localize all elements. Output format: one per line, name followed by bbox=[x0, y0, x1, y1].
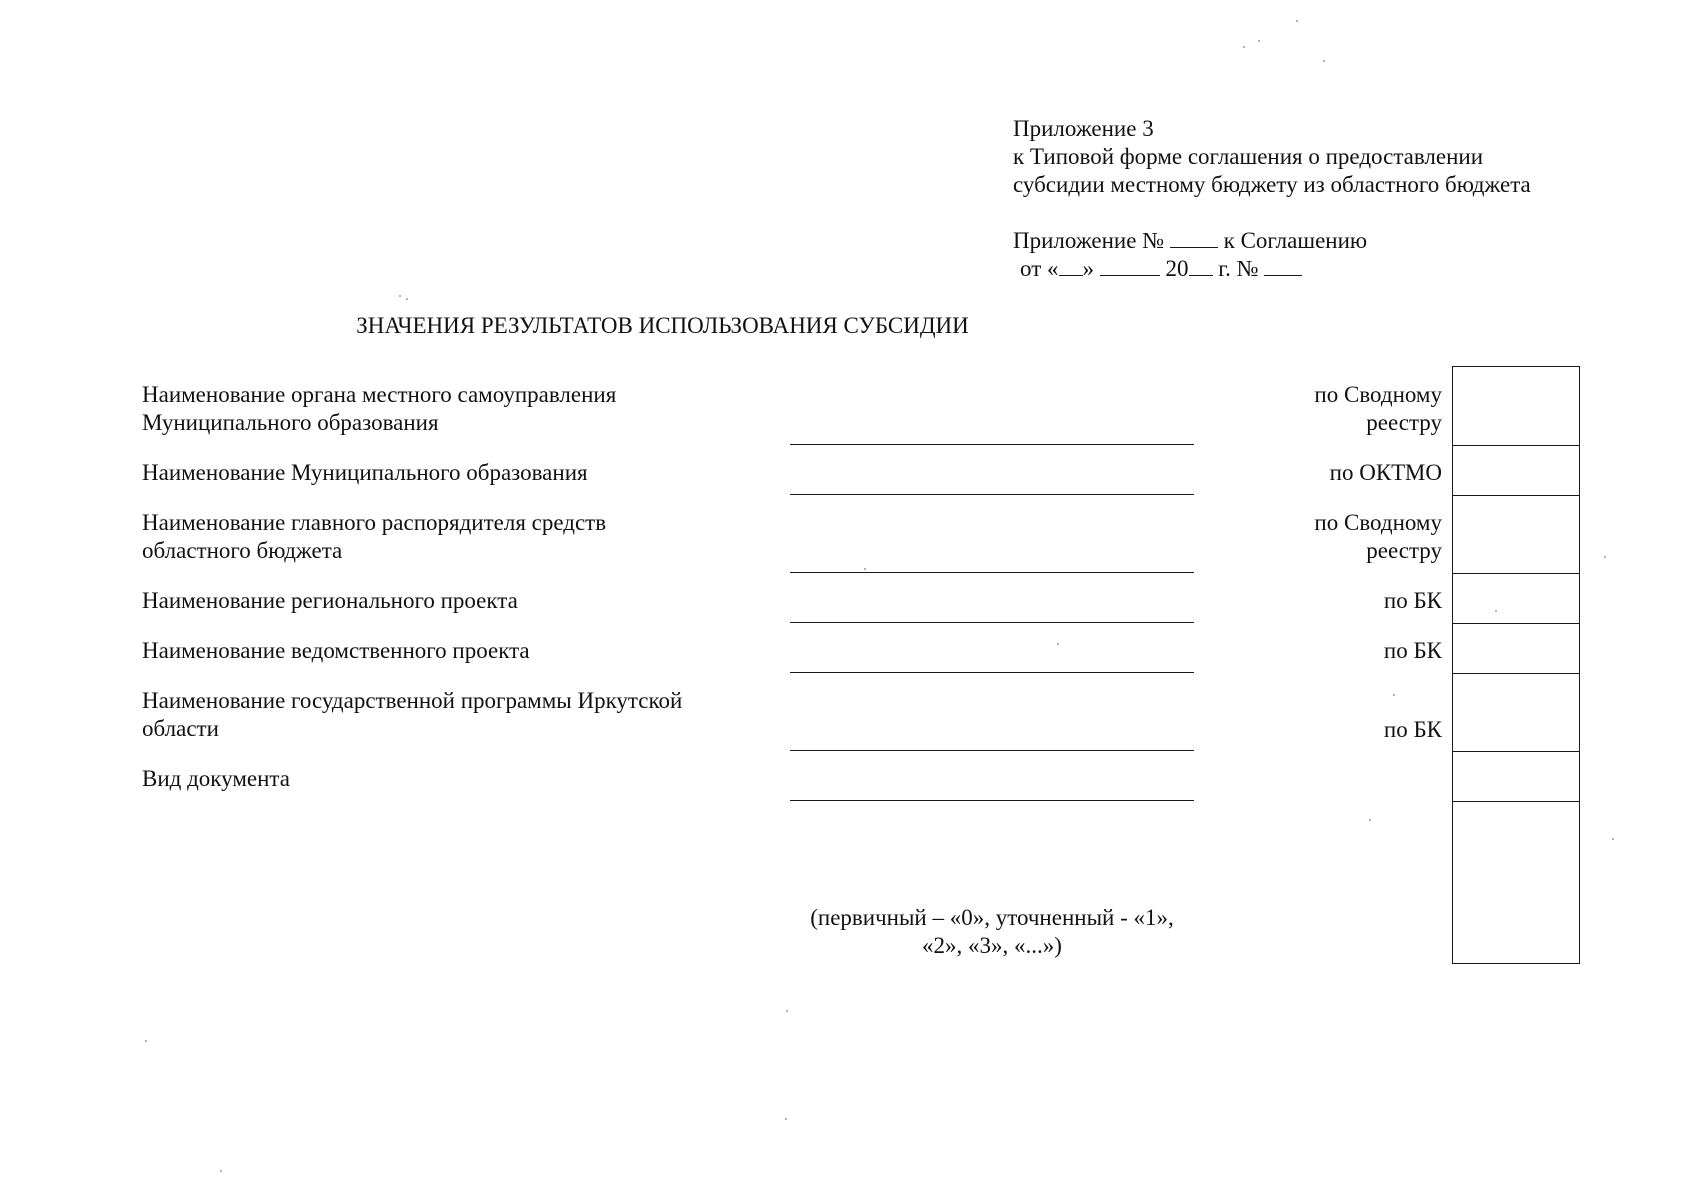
date-quote-close: » bbox=[1082, 256, 1094, 281]
row-label-municipality: Наименование Муниципального образования bbox=[142, 460, 588, 485]
agreement-number-blank[interactable] bbox=[1264, 255, 1302, 276]
fill-line-local-government-body[interactable] bbox=[790, 444, 1194, 445]
scan-speck bbox=[1296, 20, 1298, 22]
scan-speck bbox=[1243, 46, 1245, 48]
document-type-note: «2», «3», «...») bbox=[922, 933, 1062, 958]
scan-speck bbox=[406, 298, 408, 300]
agreement-appendix-number-blank[interactable] bbox=[1170, 227, 1218, 248]
date-from-label: от « bbox=[1020, 256, 1059, 281]
date-year-blank[interactable] bbox=[1189, 255, 1213, 276]
row-label-local-government-body: Муниципального образования bbox=[142, 410, 439, 435]
row-label-state-program: области bbox=[142, 716, 219, 741]
agreement-appendix-prefix: Приложение № bbox=[1013, 228, 1165, 253]
document-type-note: (первичный – «0», уточненный - «1», bbox=[810, 905, 1174, 930]
row-label-main-budget-manager: Наименование главного распорядителя средств bbox=[142, 510, 607, 535]
code-label-budget-classification: по БК bbox=[1383, 717, 1442, 742]
code-cell-divider bbox=[1453, 751, 1579, 752]
fill-line-regional-project[interactable] bbox=[790, 622, 1194, 623]
code-label-budget-classification: по БК bbox=[1383, 588, 1442, 613]
code-label-consolidated-register: реестру bbox=[1366, 538, 1442, 563]
code-cell-divider bbox=[1453, 445, 1579, 446]
appendix-reference-line: субсидии местному бюджету из областного бюджета bbox=[1013, 172, 1531, 197]
date-day-blank[interactable] bbox=[1059, 255, 1083, 276]
document-title: ЗНАЧЕНИЯ РЕЗУЛЬТАТОВ ИСПОЛЬЗОВАНИЯ СУБСИДИИ bbox=[356, 313, 969, 338]
scan-speck bbox=[864, 568, 866, 570]
code-label-consolidated-register: по Сводному bbox=[1314, 382, 1442, 407]
scan-speck bbox=[1258, 40, 1260, 42]
code-cell-divider bbox=[1453, 673, 1579, 674]
scan-speck bbox=[1369, 819, 1371, 821]
row-label-local-government-body: Наименование органа местного самоуправления bbox=[142, 382, 617, 407]
row-label-document-type: Вид документа bbox=[142, 766, 290, 791]
code-cell-divider bbox=[1453, 801, 1579, 802]
fill-line-document-type[interactable] bbox=[790, 800, 1194, 801]
row-label-departmental-project: Наименование ведомственного проекта bbox=[142, 638, 530, 663]
code-cell-divider bbox=[1453, 573, 1579, 574]
date-year-prefix: 20 bbox=[1165, 256, 1189, 281]
codes-column-box bbox=[1452, 366, 1580, 964]
scan-speck bbox=[1495, 610, 1497, 612]
fill-line-state-program[interactable] bbox=[790, 750, 1194, 751]
scan-speck bbox=[1393, 694, 1395, 696]
row-label-regional-project: Наименование регионального проекта bbox=[142, 588, 518, 613]
scan-speck bbox=[1612, 838, 1614, 840]
scan-speck bbox=[785, 1118, 787, 1120]
scan-speck bbox=[1604, 556, 1606, 558]
scan-speck bbox=[145, 1040, 147, 1042]
scan-speck bbox=[1057, 643, 1059, 645]
agreement-date-line bbox=[1020, 255, 1302, 283]
code-cell-divider bbox=[1453, 623, 1579, 624]
code-cell-divider bbox=[1453, 495, 1579, 496]
agreement-appendix-suffix: к Соглашению bbox=[1223, 228, 1368, 253]
code-label-oktmo: по ОКТМО bbox=[1329, 460, 1442, 485]
fill-line-main-budget-manager[interactable] bbox=[790, 572, 1194, 573]
code-label-budget-classification: по БК bbox=[1383, 638, 1442, 663]
scan-speck bbox=[786, 1010, 788, 1012]
code-label-consolidated-register: по Сводному bbox=[1314, 510, 1442, 535]
date-month-blank[interactable] bbox=[1100, 255, 1160, 276]
fill-line-municipality[interactable] bbox=[790, 494, 1194, 495]
row-label-state-program: Наименование государственной программы Иркутской bbox=[142, 688, 683, 713]
agreement-number-label: г. № bbox=[1218, 256, 1259, 281]
scan-speck bbox=[220, 1170, 222, 1172]
appendix-title: Приложение 3 bbox=[1013, 116, 1154, 141]
appendix-reference-line: к Типовой форме соглашения о предоставлении bbox=[1013, 144, 1484, 169]
row-label-main-budget-manager: областного бюджета bbox=[142, 538, 343, 563]
fill-line-departmental-project[interactable] bbox=[790, 672, 1194, 673]
agreement-appendix-line bbox=[1013, 227, 1367, 255]
scan-speck bbox=[399, 295, 401, 297]
code-label-consolidated-register: реестру bbox=[1366, 410, 1442, 435]
scan-speck bbox=[1323, 60, 1325, 62]
